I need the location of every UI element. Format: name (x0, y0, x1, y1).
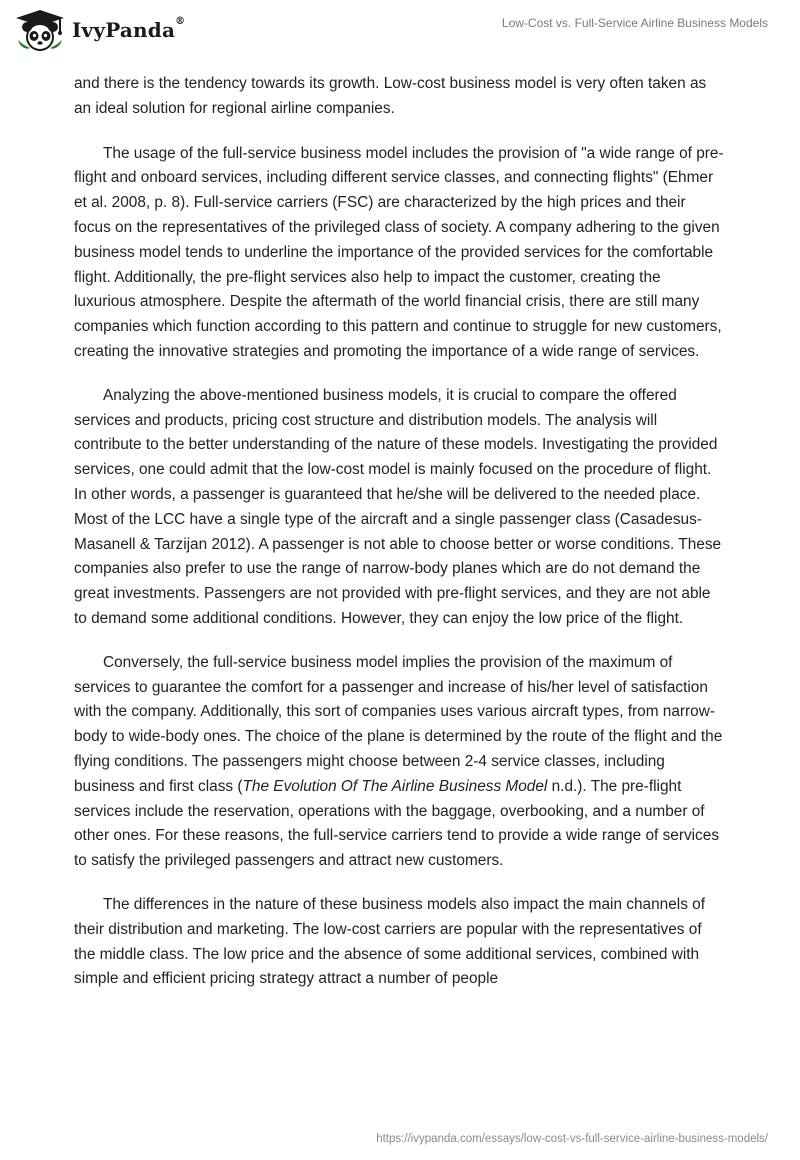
paragraph-4-text-b: n.d.). The pre-flight services include the reservation, operations with the baggage, overbooking, and a number of other ones. For these reasons, the full-service carriers tend to provide a wide range of services to satisfy the privileged passengers and attract new customers. (74, 777, 720, 870)
page-header (0, 0, 800, 70)
logo-wordmark: IvyPanda® (72, 16, 186, 42)
essay-body (74, 72, 726, 1011)
paragraph-1: and there is the tendency towards its growth. Low-cost business model is very often taken as an ideal solution for regional airline companies. (74, 75, 707, 117)
document-title: Low-Cost vs. Full-Service Airline Business Models (501, 16, 768, 30)
paragraph-5: The differences in the nature of these business models also impact the main channels of their distribution and marketing. The low-cost carriers are popular with the representatives of the middle class. The low price and the absence of some additional services, combined with simple and efficient pricing strategy attract a number of people (74, 895, 706, 988)
paragraph-4 (74, 651, 726, 874)
paragraph-2: The usage of the full-service business model includes the provision of "a wide range of pre-flight and onboard services, including different service classes, and connecting flights" (Ehmer et al. 2008, p. 8). Full-service carriers (FSC) are characterized by the high prices and their focus on the representatives of the privileged class of society. A company adhering to the given business model tends to underline the importance of the provided services for the comfortable flight. Additionally, the pre-flight services also help to impact the customer, creating the luxurious atmosphere. Despite the aftermath of the world financial crisis, there are still many companies which function according to this pattern and continue to struggle for new customers, creating the innovative strategies and promoting the importance of a wide range of services. (74, 144, 724, 360)
source-url[interactable]: https://ivypanda.com/essays/low-cost-vs-full-service-airline-business-models/ (376, 1133, 768, 1145)
paragraph-4-text-a: Conversely, the full-service business model implies the provision of the maximum of services to guarantee the comfort for a passenger and increase of his/her level of satisfaction with the company. Additionally, this sort of companies uses various aircraft types, from narrow-body to wide-body ones. The choice of the plane is determined by the route of the flight and the flying conditions. The passengers might choose between 2-4 service classes, including business and first class ( (74, 653, 723, 795)
ivypanda-logo[interactable] (14, 8, 185, 52)
panda-graduate-icon (14, 8, 66, 52)
paragraph-3: Analyzing the above-mentioned business models, it is crucial to compare the offered services and products, pricing cost structure and distribution models. The analysis will contribute to the better understanding of the nature of these models. Investigating the provided services, one could admit that the low-cost model is mainly focused on the procedure of flight. In other words, a passenger is guaranteed that he/she will be delivered to the needed place. Most of the LCC have a single type of the aircraft and a single passenger class (Casadesus-Masanell & Tarzijan 2012). A passenger is not able to choose better or worse conditions. These companies also prefer to use the range of narrow-body planes which are do not demand the great investments. Passengers are not provided with pre-flight services, and they are not able to demand some additional conditions. However, they can enjoy the low price of the flight. (74, 386, 722, 627)
cited-title: The Evolution Of The Airline Business Model (242, 777, 548, 795)
